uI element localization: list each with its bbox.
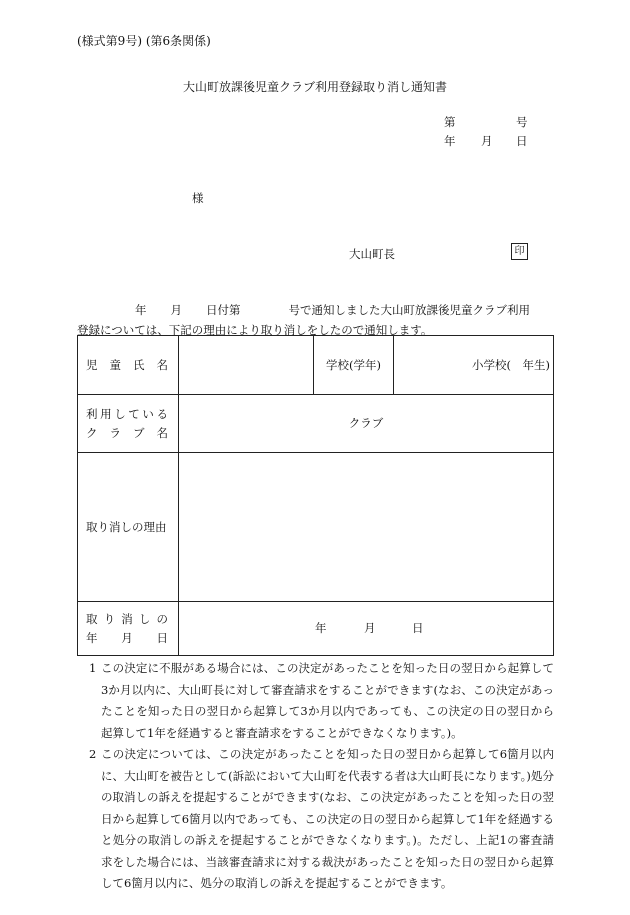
intro-line1-rest: 号で通知しました大山町放課後児童クラブ利用 [288,303,530,317]
school-grade-field[interactable]: 小学校( 年生) [472,358,550,372]
child-name-label: 児 童 氏 名 [86,358,168,372]
notice-table [77,335,554,656]
reference-go: 号 [516,115,528,129]
intro-line2: 登録については、下記の理由により取り消しをしたので通知します。 [77,323,433,337]
note-number: 1 [89,661,97,675]
form-number: (様式第9号) (第6条関係) [77,34,211,48]
cancel-date-day: 日 [412,621,424,635]
note-item [77,658,554,744]
cancel-date-year: 年 [315,621,327,635]
child-name-field[interactable] [179,336,313,394]
note-item [77,744,554,895]
notes-section [77,658,554,895]
recipient-honorific: 様 [192,191,204,205]
reference-dai: 第 [444,115,456,129]
sender-mayor: 大山町長 [349,247,395,261]
note-text: この決定については、この決定があったことを知った日の翌日から起算して6箇月以内に、大山町を被告として(訴訟において大山町を代表する者は大山町長になります。)処分の取消しの訴えを提起することができます(なお、この決定があったことを知った日の翌日から起算して6箇月以内であっても、この決定の日の翌日から起算して1年を経過すると処分の取消しの訴えを提起することができなくなります。)。ただし、上記1の審査請求をした場合には、当該審査請求に対する裁決があったことを知った日の翌日から起算して6箇月以内に、処分の取消しの訴えを提起することができます。 [101,747,554,890]
club-name-label: 利 用 し て い る ク ラ ブ 名 [86,406,168,440]
school-grade-label: 学校(学年) [326,358,381,372]
note-number: 2 [89,747,97,761]
intro-paragraph [77,300,552,340]
reason-field[interactable] [179,452,553,601]
intro-year: 年 [135,303,147,317]
date-day: 日 [516,134,528,148]
cancel-date-label: 取 り 消 し の 年 月 日 [86,611,168,645]
cancel-date-field[interactable] [179,601,553,655]
document-title: 大山町放課後児童クラブ利用登録取り消し通知書 [182,80,447,94]
intro-date-no: 日付第 [206,303,241,317]
cancel-date-month: 月 [364,621,376,635]
intro-month: 月 [170,303,182,317]
reason-label: 取り消しの理由 [86,519,167,534]
seal-stamp: 印 [511,243,528,260]
date-year: 年 [444,134,456,148]
note-text: この決定に不服がある場合には、この決定があったことを知った日の翌日から起算して3か月以内に、大山町長に対して審査請求をすることができます(なお、この決定があったことを知った日の翌日から起算して3か月以内であっても、この決定の日の翌日から起算して1年を経過すると審査請求をすることができなくなります。)。 [101,661,554,740]
date-month: 月 [481,134,493,148]
club-name-field[interactable]: クラブ [348,416,384,430]
